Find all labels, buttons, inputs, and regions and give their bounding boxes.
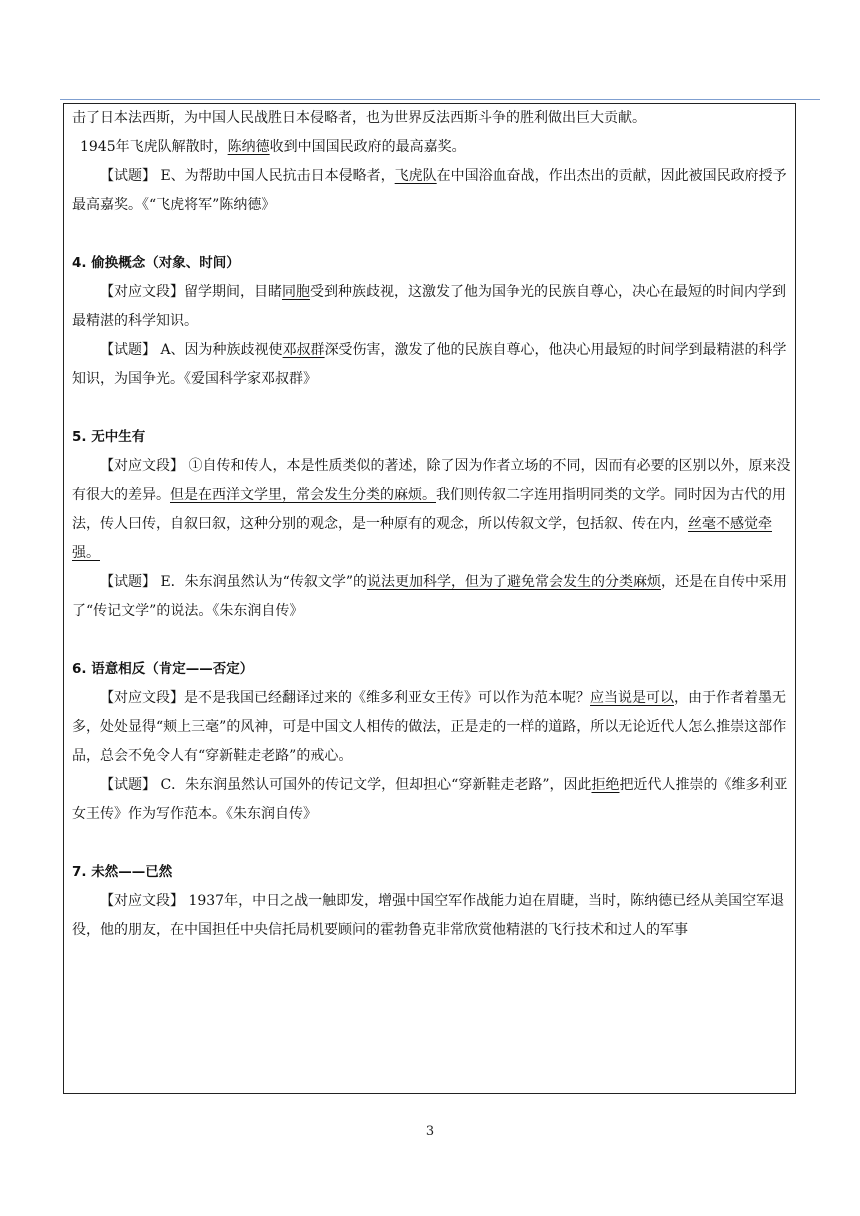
paragraph-s4-source: 【对应文段】留学期间，目睹同胞受到种族歧视，这激发了他为国争光的民族自尊心，决心在最短的时间内学到最精湛的科学知识。: [72, 284, 786, 329]
section-heading-7: 7. 未然——已然: [72, 864, 173, 880]
section-heading-4: 4. 偷换概念（对象、时间）: [72, 255, 240, 271]
page-number: 3: [425, 1124, 435, 1139]
section-heading-5: 5. 无中生有: [72, 429, 146, 445]
paragraph-s6-test: 【试题】 C．朱东润虽然认可国外的传记文学，但却担心“穿新鞋走老路”，因此拒绝把近代人推崇的《维多利亚女王传》作为写作范本。《朱东润自传》: [72, 777, 788, 822]
paragraph-s4-test: 【试题】 A、因为种族歧视使邓叔群深受伤害，激发了他的民族自尊心，他决心用最短的时间学到最精湛的科学知识，为国争光。《爱国科学家邓叔群》: [72, 342, 787, 387]
paragraph-1945: 1945年飞虎队解散时，陈纳德收到中国国民政府的最高嘉奖。: [80, 139, 466, 155]
paragraph-s5-test: 【试题】 E．朱东润虽然认为“传叙文学”的说法更加科学，但为了避免常会发生的分类麻烦，还是在自传中采用了“传记文学”的说法。《朱东润自传》: [72, 574, 787, 619]
document-body: [72, 104, 792, 945]
test-label: 【试题】: [100, 168, 156, 184]
paragraph-test-e-flying-tigers: 【试题】 E、为帮助中国人民抗击日本侵略者，飞虎队在中国浴血奋战，作出杰出的贡献，因此被国民政府授予最高嘉奖。《“飞虎将军”陈纳德》: [72, 168, 787, 213]
paragraph-s6-source: 【对应文段】是不是我国已经翻译过来的《维多利亚女王传》可以作为范本呢？应当说是可以，由于作者着墨无多，处处显得“颊上三毫”的风神，可是中国文人相传的做法，正是走的一样的道路，所以无论近代人怎么推崇这部作品，总会不免令人有“穿新鞋走老路”的戒心。: [72, 690, 787, 764]
section-heading-6: 6. 语意相反（肯定——否定）: [72, 661, 254, 677]
paragraph-continuation: 击了日本法西斯，为中国人民战胜日本侵略者，也为世界反法西斯斗争的胜利做出巨大贡献。: [72, 110, 646, 126]
header-rule: [60, 99, 820, 100]
paragraph-s7-source: 【对应文段】 1937年，中日之战一触即发，增强中国空军作战能力迫在眉睫，当时，陈纳德已经从美国空军退役，他的朋友，在中国担任中央信托局机要顾问的霍勃鲁克非常欣赏他精湛的飞行技术和过人的军事: [72, 893, 785, 938]
paragraph-s5-source: 【对应文段】 ①自传和传人，本是性质类似的著述，除了因为作者立场的不同，因而有必要的区别以外，原来没有很大的差异。但是在西洋文学里，常会发生分类的麻烦。我们则传叙二字连用指明同类的文学。同时因为古代的用法，传人曰传，自叙曰叙，这种分别的观念，是一种原有的观念，所以传叙文学，包括叙、传在内，丝毫不感觉牵强。: [72, 458, 791, 561]
